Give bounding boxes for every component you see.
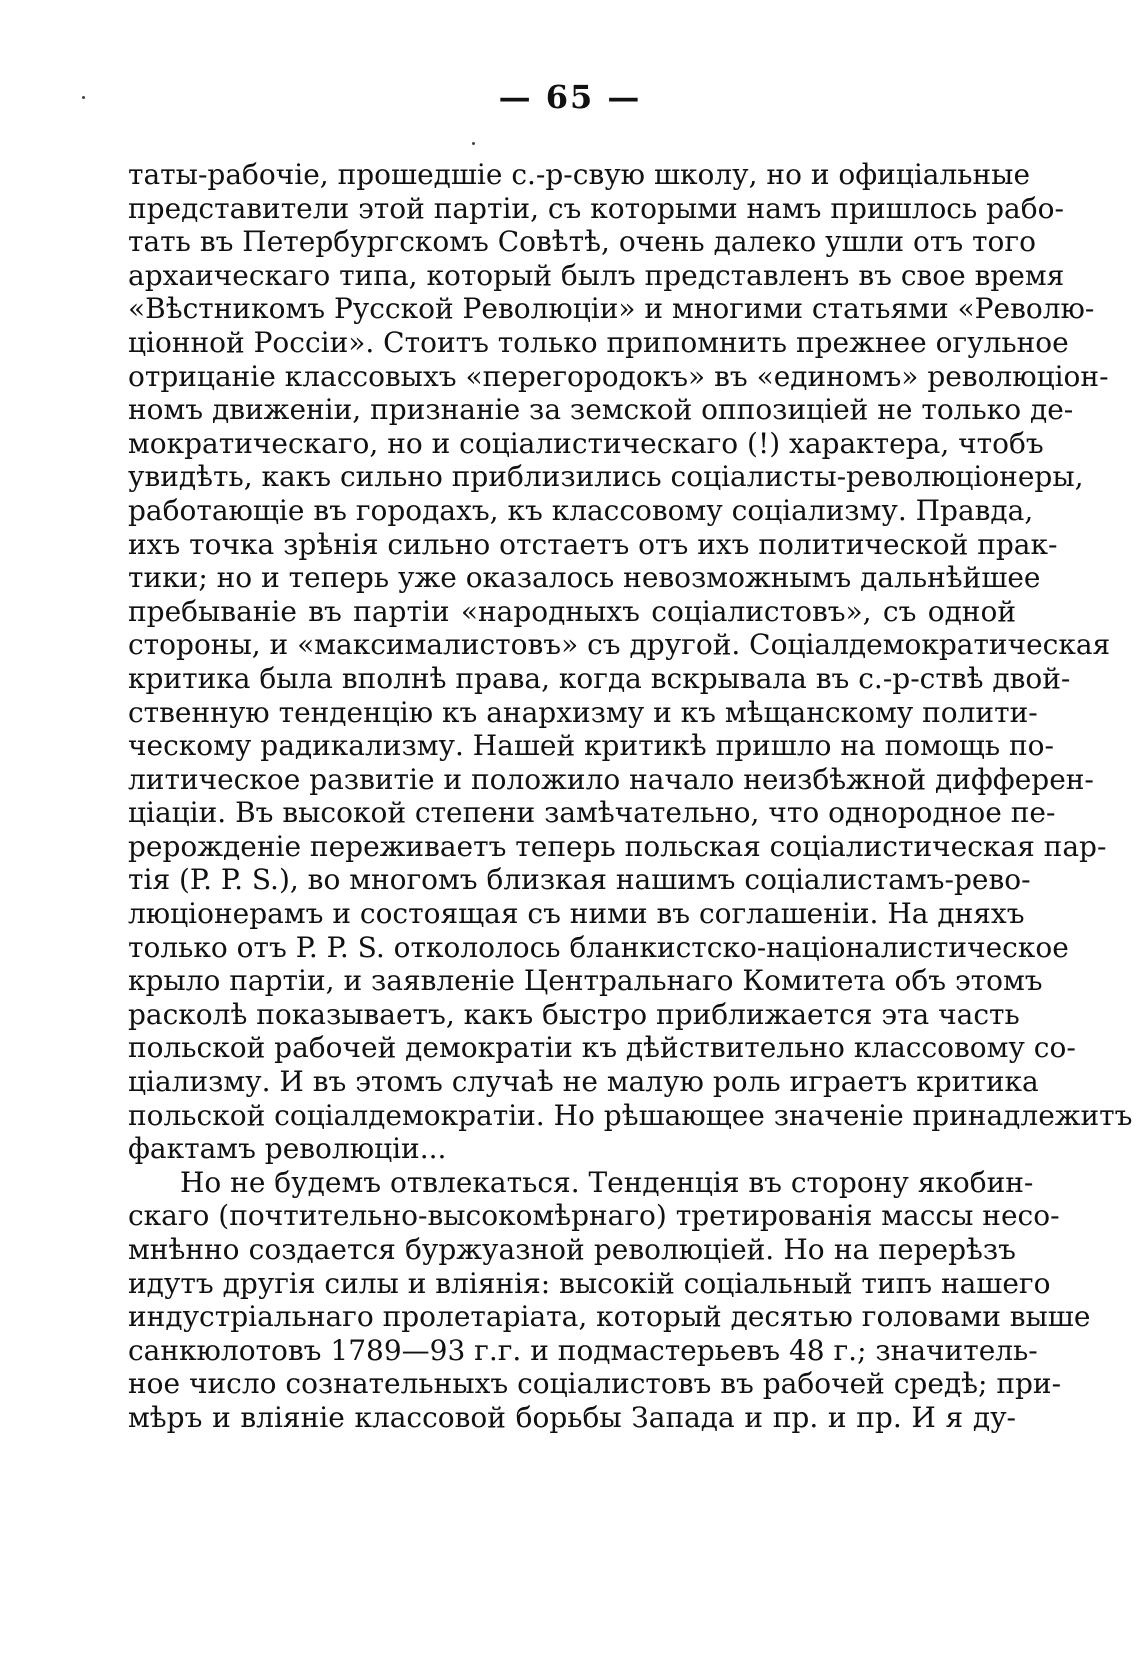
text-line: ціонной Россіи». Стоитъ только припомнить прежнее огульное: [128, 325, 1069, 359]
text-line: увидѣть, какъ сильно приблизились соціалисты-революціонеры,: [128, 460, 1084, 494]
page-number: — 65 —: [498, 78, 642, 116]
text-line: архаическаго типа, который былъ представленъ въ свое время: [128, 258, 1065, 292]
text-line: санкюлотовъ 1789—93 г.г. и подмастерьевъ 48 г.; значитель-: [128, 1333, 1038, 1367]
text-line: ціаціи. Въ высокой степени замѣчательно, что однородное пе-: [128, 796, 1056, 830]
text-line: «Вѣстникомъ Русской Революціи» и многими статьями «Револю-: [128, 292, 1095, 326]
text-line: литическое развитіе и положило начало неизбѣжной дифферен-: [128, 762, 1094, 796]
text-line: польской соціалдемократіи. Но рѣшающее значеніе принадлежитъ: [128, 1098, 1133, 1132]
body-text: [128, 158, 1133, 1435]
text-line: мократическаго, но и соціалистическаго (!) характера, чтобъ: [128, 426, 1044, 460]
text-line: стороны, и «максималистовъ» съ другой. Соціалдемократическая: [128, 628, 1111, 662]
text-line: идутъ другія силы и вліянія: высокій соціальный типъ нашего: [128, 1266, 1051, 1300]
text-line: индустріальнаго пролетаріата, который десятью головами выше: [128, 1300, 1091, 1334]
text-line: люціонерамъ и состоящая съ ними въ соглашеніи. На дняхъ: [128, 897, 1025, 931]
text-line: номъ движеніи, признаніе за земской оппозиціей не только де-: [128, 393, 1074, 427]
text-line: расколѣ показываетъ, какъ быстро приближается эта часть: [128, 997, 1020, 1031]
print-speck: [472, 142, 475, 145]
text-line: работающіе въ городахъ, къ классовому соціализму. Правда,: [128, 493, 1034, 527]
text-line: тики; но и теперь уже оказалось невозможнымъ дальнѣйшее: [128, 561, 1041, 595]
text-line: мѣръ и вліяніе классовой борьбы Запада и пр. и пр. И я ду-: [128, 1400, 1016, 1434]
paragraph-start-line: Но не будемъ отвлекаться. Тенденція въ сторону якобин-: [180, 1165, 1034, 1199]
text-line: ственную тенденцію къ анархизму и къ мѣщанскому полити-: [128, 695, 1038, 729]
text-line: крыло партіи, и заявленіе Центральнаго Комитета объ этомъ: [128, 964, 1043, 998]
text-line: представители этой партіи, съ которыми намъ пришлось рабо-: [128, 191, 1064, 225]
text-line: таты-рабочіе, прошедшіе с.-р-свую школу, но и офиціальные: [128, 158, 1031, 191]
text-line: ческому радикализму. Нашей критикѣ пришло на помощь по-: [128, 729, 1054, 763]
text-line: только отъ P. P. S. откололось бланкистско-націоналистическое: [128, 930, 1069, 964]
text-line: польской рабочей демократіи къ дѣйствительно классовому со-: [128, 1031, 1076, 1065]
text-line: ное число сознательныхъ соціалистовъ въ рабочей средѣ; при-: [128, 1367, 1062, 1401]
text-line: тать въ Петербургскомъ Совѣтѣ, очень далеко ушли отъ того: [128, 225, 1036, 259]
text-line: пребываніе въ партіи «народныхъ соціалистовъ», съ одной: [128, 594, 1016, 628]
text-line: критика была вполнѣ права, когда вскрывала въ с.-р-ствѣ двой-: [128, 661, 1071, 695]
text-line: мнѣнно создается буржуазной революціей. Но на перерѣзъ: [128, 1233, 1016, 1266]
text-line: ціализму. И въ этомъ случаѣ не малую роль играетъ критика: [128, 1065, 1039, 1099]
text-line: тія (P. P. S.), во многомъ близкая нашимъ соціалистамъ-рево-: [128, 863, 1031, 897]
text-line: скаго (почтительно-высокомѣрнаго) третированія массы несо-: [128, 1199, 1060, 1233]
text-line: рерожденіе переживаетъ теперь польская соціалистическая пар-: [128, 829, 1107, 863]
text-line: ихъ точка зрѣнія сильно отстаетъ отъ ихъ политической прак-: [128, 527, 1058, 561]
paragraph-end-line: фактамъ революціи...: [128, 1132, 447, 1166]
text-line: отрицаніе классовыхъ «перегородокъ» въ «единомъ» революціон-: [128, 359, 1109, 393]
